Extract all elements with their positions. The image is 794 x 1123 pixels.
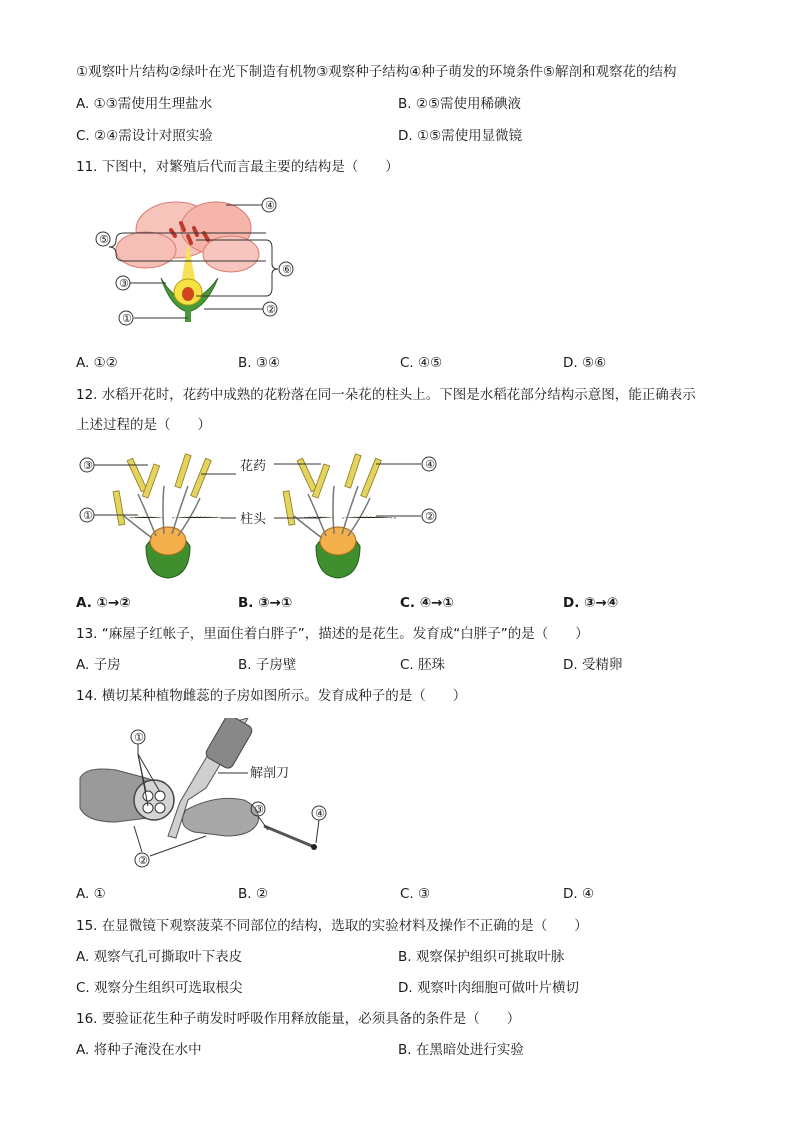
rice-flower-figure bbox=[76, 446, 446, 581]
q12-option-d: D. ③→④ bbox=[563, 595, 619, 611]
rice-label-2: ② bbox=[425, 510, 435, 523]
q16-stem: 16. 要验证花生种子萌发时呼吸作用释放能量，必须具备的条件是（ ） bbox=[76, 1011, 521, 1027]
ovary-label-1: ① bbox=[134, 731, 144, 744]
q15-option-c: C. 观察分生组织可选取根尖 bbox=[76, 980, 243, 996]
scalpel-label: 解剖刀 bbox=[250, 766, 290, 781]
q14-option-b: B. ② bbox=[238, 886, 268, 902]
q10-option-a: A. ①③需使用生理盐水 bbox=[76, 96, 213, 112]
q11-option-d: D. ⑤⑥ bbox=[563, 355, 607, 371]
q12-stem-line2: 上述过程的是（ ） bbox=[76, 417, 211, 433]
q16-option-b: B. 在黑暗处进行实验 bbox=[398, 1042, 524, 1058]
q11-option-c: C. ④⑤ bbox=[400, 355, 443, 371]
rice-label-1: ① bbox=[83, 509, 93, 522]
q15-stem: 15. 在显微镜下观察菠菜不同部位的结构，选取的实验材料及操作不正确的是（ ） bbox=[76, 918, 588, 934]
rice-label-3: ③ bbox=[83, 459, 93, 472]
q13-option-b: B. 子房壁 bbox=[238, 657, 297, 673]
label-3: ③ bbox=[119, 277, 129, 290]
q12-option-b: B. ③→① bbox=[238, 595, 293, 611]
ovary-label-2: ② bbox=[138, 854, 148, 867]
q16-option-a: A. 将种子淹没在水中 bbox=[76, 1042, 202, 1058]
q15-option-b: B. 观察保护组织可挑取叶脉 bbox=[398, 949, 565, 965]
ovary-label-3: ③ bbox=[254, 803, 264, 816]
q10-option-b: B. ②⑤需使用稀碘液 bbox=[398, 96, 522, 112]
label-6: ⑥ bbox=[282, 263, 292, 276]
label-2: ② bbox=[266, 303, 276, 316]
q15-option-a: A. 观察气孔可撕取叶下表皮 bbox=[76, 949, 243, 965]
q10-stem: ①观察叶片结构②绿叶在光下制造有机物③观察种子结构④种子萌发的环境条件⑤解剖和观察花的结构 bbox=[76, 64, 677, 80]
q14-stem: 14. 横切某种植物雌蕊的子房如图所示。发育成种子的是（ ） bbox=[76, 688, 467, 704]
label-5: ⑤ bbox=[99, 233, 109, 246]
ovary-section-figure bbox=[76, 718, 336, 876]
q13-option-c: C. 胚珠 bbox=[400, 657, 446, 673]
label-1: ① bbox=[122, 312, 132, 325]
rice-label-4: ④ bbox=[425, 458, 435, 471]
q11-stem: 11. 下图中，对繁殖后代而言最主要的结构是（ ） bbox=[76, 159, 399, 175]
q15-option-d: D. 观察叶肉细胞可做叶片横切 bbox=[398, 980, 579, 996]
q14-option-a: A. ① bbox=[76, 886, 106, 902]
q13-option-a: A. 子房 bbox=[76, 657, 121, 673]
q14-option-c: C. ③ bbox=[400, 886, 431, 902]
q10-option-c: C. ②④需设计对照实验 bbox=[76, 128, 213, 144]
anther-label: 花药 bbox=[240, 459, 267, 474]
q13-stem: 13. “麻屋子红帐子，里面住着白胖子”，描述的是花生。发育成“白胖子”的是（ ） bbox=[76, 626, 589, 642]
q13-option-d: D. 受精卵 bbox=[563, 657, 623, 673]
q10-option-d: D. ①⑤需使用显微镜 bbox=[398, 128, 523, 144]
q11-option-a: A. ①② bbox=[76, 355, 118, 371]
q12-option-a: A. ①→② bbox=[76, 595, 131, 611]
q12-option-c: C. ④→① bbox=[400, 595, 454, 611]
ovary-label-4: ④ bbox=[315, 807, 325, 820]
label-4: ④ bbox=[265, 199, 275, 212]
q14-option-d: D. ④ bbox=[563, 886, 595, 902]
stigma-label: 柱头 bbox=[240, 512, 267, 527]
q11-option-b: B. ③④ bbox=[238, 355, 281, 371]
flower-structure-figure bbox=[76, 188, 306, 333]
q12-stem-line1: 12. 水稻开花时，花药中成熟的花粉落在同一朵花的柱头上。下图是水稻花部分结构示意图，能正确表示 bbox=[76, 387, 696, 403]
